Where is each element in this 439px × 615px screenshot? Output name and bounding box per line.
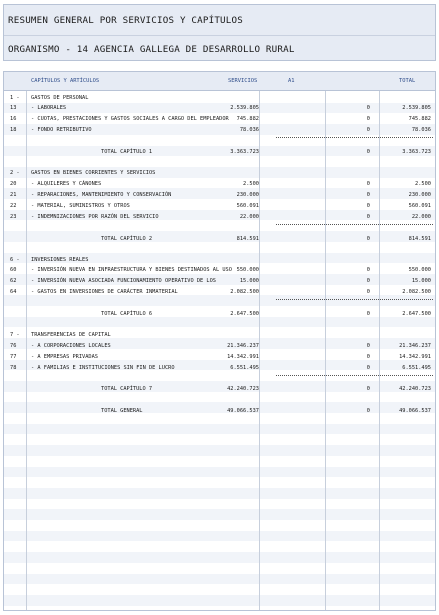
row-code: 62: [10, 278, 17, 284]
row-code: 21: [10, 192, 17, 198]
report-title: RESUMEN GENERAL POR SERVICIOS Y CAPÍTULOS: [8, 15, 243, 26]
row-value-total: 42.240.723: [399, 386, 431, 392]
row-value-servicios: 0: [366, 192, 370, 198]
table-row: [4, 255, 435, 265]
table-row: [4, 287, 435, 297]
table-row: [4, 201, 435, 211]
row-code: 13: [10, 105, 17, 111]
row-code: 16: [10, 116, 17, 122]
row-code: 60: [10, 267, 17, 273]
row-value-total: 22.000: [411, 214, 431, 220]
row-value-servicios: 0: [366, 365, 370, 371]
row-value-a1: 560.091: [236, 203, 259, 209]
row-description: - INVERSIÓN NUEVA ASOCIADA FUNCIONAMIENTO OPERATIVO DE LOS: [31, 278, 216, 284]
row-value-total: 814.591: [408, 236, 431, 242]
column-header-total: TOTAL: [399, 78, 416, 84]
row-value-a1: 2.500: [243, 181, 259, 187]
row-value-servicios: 0: [366, 386, 370, 392]
row-description: - A EMPRESAS PRIVADAS: [31, 354, 98, 360]
row-value-a1: 814.591: [236, 236, 259, 242]
row-value-a1: 6.551.495: [230, 365, 259, 371]
table-row: [4, 276, 435, 286]
summary-table: [3, 71, 436, 611]
row-value-total: 560.091: [408, 203, 431, 209]
row-band: [4, 424, 435, 435]
row-code: 22: [10, 203, 17, 209]
row-value-servicios: 0: [366, 127, 370, 133]
row-value-total: 49.066.537: [399, 408, 431, 414]
row-value-servicios: 0: [366, 181, 370, 187]
subtotal-row: [4, 234, 435, 244]
row-value-servicios: 0: [366, 408, 370, 414]
table-row: [4, 212, 435, 222]
column-header-a1: A1: [288, 78, 295, 84]
table-row: [4, 168, 435, 178]
dotted-separator: [276, 299, 433, 300]
row-description: - INDEMNIZACIONES POR RAZÓN DEL SERVICIO: [31, 214, 159, 220]
row-code: 1 -: [10, 95, 20, 101]
row-value-total: 745.882: [408, 116, 431, 122]
header-divider: [4, 35, 435, 36]
subtotal-row: [4, 309, 435, 319]
row-value-a1: 49.066.537: [227, 408, 259, 414]
row-value-servicios: 0: [366, 203, 370, 209]
row-value-servicios: 0: [366, 278, 370, 284]
row-value-a1: 78.036: [239, 127, 259, 133]
row-band: [4, 488, 435, 499]
row-value-servicios: 0: [366, 311, 370, 317]
row-code: 77: [10, 354, 17, 360]
row-code: 2 -: [10, 170, 20, 176]
grand-total-row: [4, 406, 435, 416]
row-value-total: 2.500: [415, 181, 431, 187]
row-code: 76: [10, 343, 17, 349]
row-value-total: 14.342.991: [399, 354, 431, 360]
row-description: TRANSFERENCIAS DE CAPITAL: [31, 332, 111, 338]
row-value-total: 2.539.805: [402, 105, 431, 111]
row-value-servicios: 0: [366, 236, 370, 242]
row-value-a1: 42.240.723: [227, 386, 259, 392]
row-value-a1: 2.539.805: [230, 105, 259, 111]
subtotal-row: [4, 147, 435, 157]
row-value-total: 2.647.500: [402, 311, 431, 317]
row-value-total: 550.000: [408, 267, 431, 273]
row-band: [4, 509, 435, 520]
table-row: [4, 103, 435, 113]
row-code: 23: [10, 214, 17, 220]
row-value-total: 2.082.500: [402, 289, 431, 295]
row-value-servicios: 0: [366, 343, 370, 349]
row-value-a1: 22.000: [239, 214, 259, 220]
subtotal-label: TOTAL CAPÍTULO 7: [101, 386, 153, 392]
row-value-total: 230.000: [408, 192, 431, 198]
row-value-a1: 2.082.500: [230, 289, 259, 295]
row-code: 7 -: [10, 332, 20, 338]
row-description: - MATERIAL, SUMINISTROS Y OTROS: [31, 203, 130, 209]
row-value-total: 3.363.723: [402, 149, 431, 155]
row-value-a1: 14.342.991: [227, 354, 259, 360]
row-value-a1: 21.346.237: [227, 343, 259, 349]
row-value-a1: 2.647.500: [230, 311, 259, 317]
dotted-separator: [276, 137, 433, 138]
row-description: - A CORPORACIONES LOCALES: [31, 343, 111, 349]
row-code: 20: [10, 181, 17, 187]
row-code: 18: [10, 127, 17, 133]
row-value-servicios: 0: [366, 289, 370, 295]
table-row: [4, 125, 435, 135]
grand-total-label: TOTAL GENERAL: [101, 408, 143, 414]
subtotal-label: TOTAL CAPÍTULO 2: [101, 236, 153, 242]
row-description: GASTOS EN BIENES CORRIENTES Y SERVICIOS: [31, 170, 156, 176]
row-value-a1: 550.000: [236, 267, 259, 273]
organismo-label: ORGANISMO - 14 AGENCIA GALLEGA DE DESARROLLO RURAL: [8, 44, 295, 55]
table-row: [4, 341, 435, 351]
row-band: [4, 531, 435, 542]
table-row: [4, 330, 435, 340]
row-description: - FONDO RETRIBUTIVO: [31, 127, 92, 133]
row-description: - GASTOS EN INVERSIONES DE CARÁCTER INMATERIAL: [31, 289, 178, 295]
table-row: [4, 363, 435, 373]
subtotal-row: [4, 384, 435, 394]
row-value-total: 78.036: [411, 127, 431, 133]
row-value-total: 15.000: [411, 278, 431, 284]
dotted-separator: [276, 375, 433, 376]
row-value-a1: 15.000: [239, 278, 259, 284]
row-value-a1: 230.000: [236, 192, 259, 198]
row-code: 6 -: [10, 257, 20, 263]
row-code: 64: [10, 289, 17, 295]
subtotal-label: TOTAL CAPÍTULO 1: [101, 149, 153, 155]
row-value-a1: 745.882: [236, 116, 259, 122]
row-value-servicios: 0: [366, 214, 370, 220]
table-row: [4, 265, 435, 275]
table-row: [4, 93, 435, 103]
row-description: - REPARACIONES, MANTENIMIENTO Y CONSERVACIÓN: [31, 192, 172, 198]
row-value-servicios: 0: [366, 105, 370, 111]
row-description: - INVERSIÓN NUEVA EN INFRAESTRUCTURA Y BIENES DESTINADOS AL USO: [31, 267, 232, 273]
row-description: GASTOS DE PERSONAL: [31, 95, 89, 101]
column-header-servicios: SERVICIOS: [228, 78, 258, 84]
row-description: INVERSIONES REALES: [31, 257, 89, 263]
row-value-servicios: 0: [366, 149, 370, 155]
column-header-capitulos: CAPÍTULOS Y ARTÍCULOS: [31, 78, 100, 84]
row-band: [4, 445, 435, 456]
row-value-servicios: 0: [366, 116, 370, 122]
row-description: - CUOTAS, PRESTACIONES Y GASTOS SOCIALES A CARGO DEL EMPLEADOR: [31, 116, 229, 122]
row-value-total: 21.346.237: [399, 343, 431, 349]
row-description: - LABORALES: [31, 105, 67, 111]
row-description: - ALQUILERES Y CÁNONES: [31, 181, 102, 187]
dotted-separator: [276, 224, 433, 225]
row-band: [4, 552, 435, 563]
report-header: [3, 4, 436, 61]
row-band: [4, 574, 435, 585]
row-value-servicios: 0: [366, 267, 370, 273]
row-band: [4, 595, 435, 606]
table-row: [4, 352, 435, 362]
table-row: [4, 179, 435, 189]
table-row: [4, 114, 435, 124]
subtotal-label: TOTAL CAPÍTULO 6: [101, 311, 153, 317]
table-header: [4, 72, 435, 91]
row-value-total: 6.551.495: [402, 365, 431, 371]
row-band: [4, 467, 435, 478]
row-code: 78: [10, 365, 17, 371]
row-value-servicios: 0: [366, 354, 370, 360]
table-row: [4, 190, 435, 200]
row-value-a1: 3.363.723: [230, 149, 259, 155]
row-description: - A FAMILIAS E INSTITUCIONES SIN FIN DE LUCRO: [31, 365, 175, 371]
